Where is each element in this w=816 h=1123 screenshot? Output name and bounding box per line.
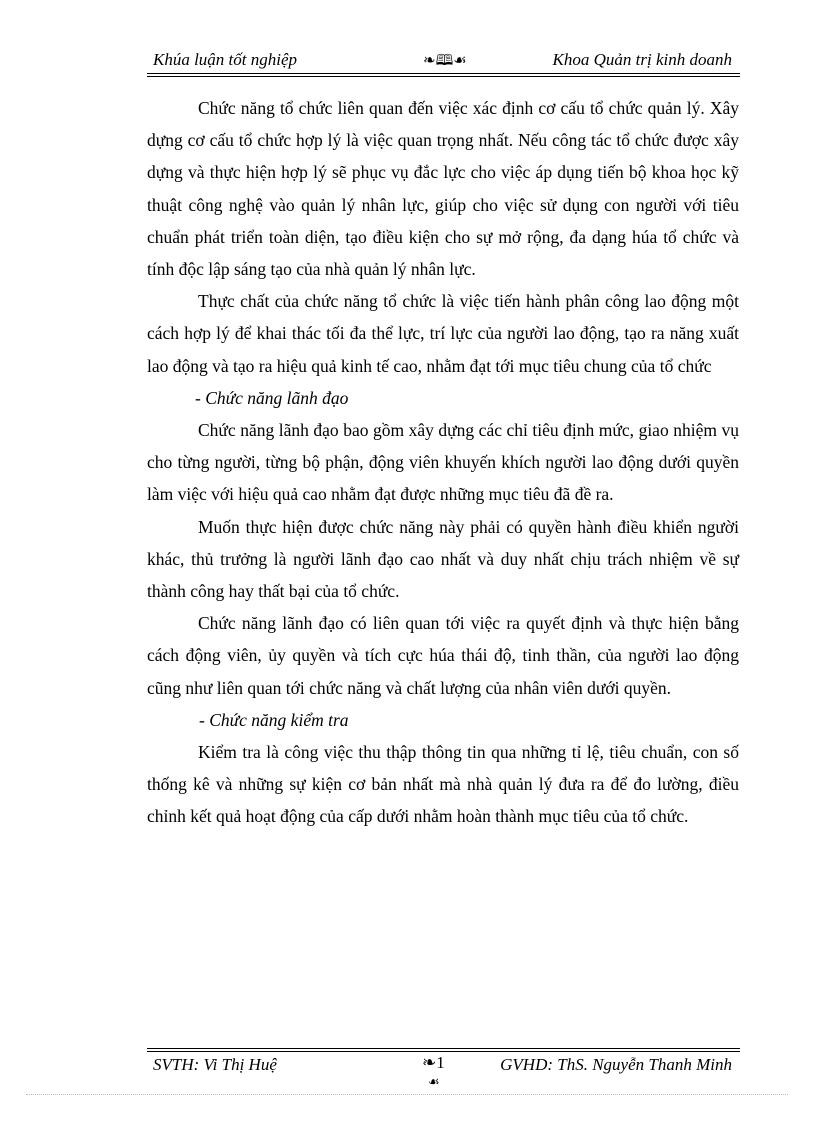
header-rule-thin (147, 76, 740, 77)
header-thesis-label: Khúa luận tốt nghiệp (153, 50, 298, 69)
paragraph: Chức năng tổ chức liên quan đến việc xác định cơ cấu tổ chức quản lý. Xây dựng cơ cấu tổ chức hợp lý là việc quan trọng nhất. Nếu công tác tổ chức được xây dựng và thực hiện hợp lý sẽ phục vụ đắc lực cho việc áp dụng tiến bộ khoa học kỹ thuật công nghệ vào quản lý nhân lực, giúp cho việc sử dụng con người với tiêu chuẩn phát triển toàn diện, tạo điều kiện cho sự mở rộng, đa dạng húa tổ chức và tính độc lập sáng tạo của nhà quản lý nhân lực. (147, 98, 739, 280)
paragraph: Muốn thực hiện được chức năng này phải có quyền hành điều khiển người khác, thủ trưởng là người lãnh đạo cao nhất và duy nhất chịu trách nhiệm về sự thành công hay thất bại của tổ chức. (147, 516, 739, 602)
paragraph: Kiểm tra là công việc thu thập thông tin qua những tỉ lệ, tiêu chuẩn, con số thống kê và những sự kiện cơ bản nhất mà nhà quản lý đưa ra để đo lường, điều chỉnh kết quả hoạt động của cấp dưới nhằm hoàn thành mục tiêu của tổ chức. (147, 742, 739, 827)
document-body (147, 92, 739, 833)
paragraph: Chức năng lãnh đạo bao gồm xây dựng các chỉ tiêu định mức, giao nhiệm vụ cho từng người, từng bộ phận, động viên khuyến khích người lao động dưới quyền làm việc với hiệu quả cao nhằm đạt được những mục tiêu đã đề ra. (147, 420, 739, 505)
footer-advisor-label: GVHD: ThS. Nguyễn Thanh Minh (500, 1055, 732, 1074)
page-number: ❧1 (422, 1053, 445, 1072)
paragraph: Chức năng lãnh đạo có liên quan tới việc ra quyết định và thực hiện bằng cách động viên, ủy quyền và tích cực húa thái độ, tinh thần, của người lao động cũng như liên quan tới chức năng và chất lượng của nhân viên dưới quyền. (147, 613, 739, 698)
page-header (147, 46, 740, 72)
header-rule (147, 73, 740, 74)
paragraph: Thực chất của chức năng tổ chức là việc tiến hành phân công lao động một cách hợp lý để khai thác tối đa thể lực, trí lực của người lao động, tạo ra năng xuất lao động và tạo ra hiệu quả kinh tế cao, nhằm đạt tới mục tiêu chung của tổ chức (147, 291, 739, 376)
footer-student-label: SVTH: Vi Thị Huệ (153, 1055, 277, 1074)
footer-rule-thin (147, 1048, 740, 1049)
header-ornament-icon: ❧🕮☙ (423, 53, 467, 69)
header-faculty-label: Khoa Quản trị kinh doanh (552, 50, 732, 69)
page-edge-divider (26, 1094, 788, 1095)
section-heading-leadership: - Chức năng lãnh đạo (195, 387, 349, 408)
section-heading-control: - Chức năng kiểm tra (199, 709, 349, 730)
footer-ornament-icon: ☙ (428, 1074, 440, 1089)
page-footer (147, 1052, 740, 1092)
